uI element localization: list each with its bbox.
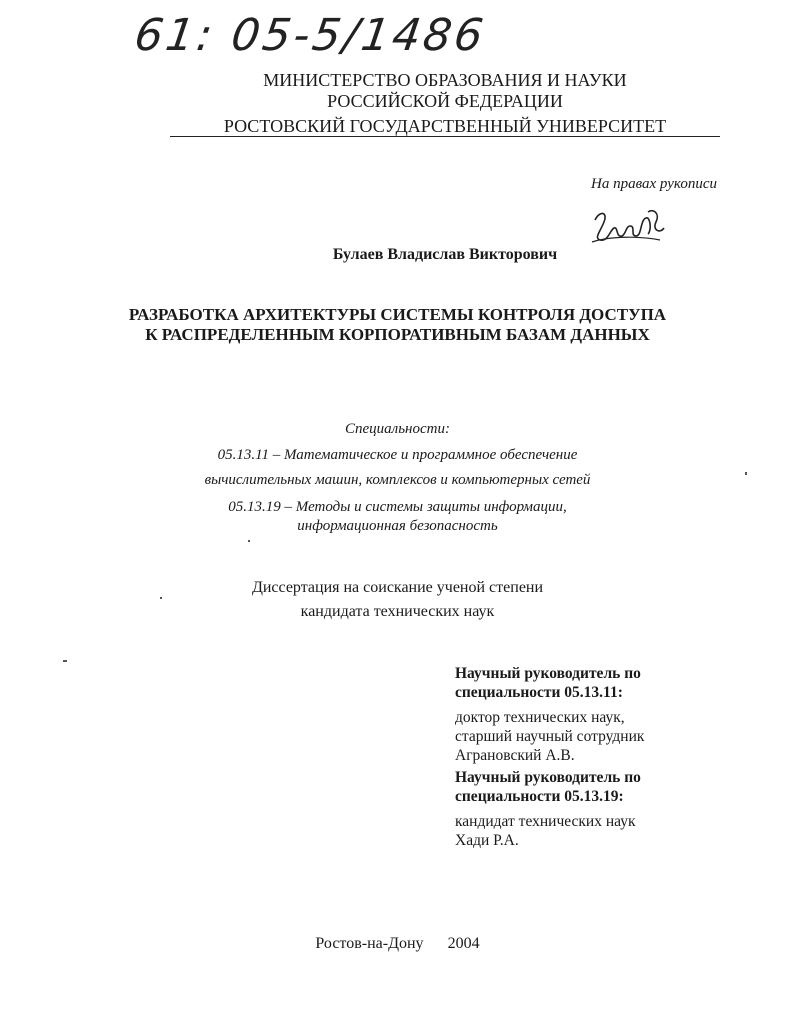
scan-speck <box>63 660 67 662</box>
archive-number: 61: 05-5/1486 <box>131 10 490 61</box>
author-signature <box>590 200 670 250</box>
specialty-line-4: информационная безопасность <box>297 518 498 534</box>
scan-speck <box>745 472 747 475</box>
dissertation-line-1: Диссертация на соискание ученой степени <box>251 579 544 596</box>
advisor-1-heading-2: специальности 05.13.11: <box>455 684 623 701</box>
specialty-line-2: вычислительных машин, комплексов и компьютерных сетей <box>204 472 591 488</box>
ministry-line-2: РОССИЙСКОЙ ФЕДЕРАЦИИ <box>327 91 563 111</box>
city: Ростов-на-Дону <box>315 935 424 952</box>
advisor-1 <box>455 664 755 765</box>
specialties-heading: Специальности: <box>345 421 450 437</box>
scan-speck <box>160 597 162 599</box>
advisor-1-detail-1: доктор технических наук, <box>455 709 625 726</box>
advisor-2-detail-1: кандидат технических наук <box>455 813 636 830</box>
dissertation-line-2: кандидата технических наук <box>300 603 495 620</box>
advisor-1-detail-2: старший научный сотрудник <box>455 728 645 745</box>
advisor-2-detail-2: Хади Р.А. <box>455 832 519 849</box>
city-year <box>0 935 795 953</box>
title-line-1: РАЗРАБОТКА АРХИТЕКТУРЫ СИСТЕМЫ КОНТРОЛЯ ДОСТУПА <box>128 305 667 324</box>
scan-speck <box>248 540 250 542</box>
specialty-line-3: 05.13.19 – Методы и системы защиты информации, <box>228 499 567 515</box>
manuscript-rights: На правах рукописи <box>591 176 717 192</box>
dissertation-title <box>0 305 795 345</box>
header-rule <box>170 136 720 137</box>
university-name: РОСТОВСКИЙ ГОСУДАРСТВЕННЫЙ УНИВЕРСИТЕТ <box>223 116 667 136</box>
specialty-line-1: 05.13.11 – Математическое и программное обеспечение <box>217 447 578 463</box>
advisor-2-heading-2: специальности 05.13.19: <box>455 788 624 805</box>
advisor-1-detail-3: Аграновский А.В. <box>455 747 575 764</box>
title-line-2: К РАСПРЕДЕЛЕННЫМ КОРПОРАТИВНЫМ БАЗАМ ДАННЫХ <box>145 325 650 344</box>
advisor-2-heading-1: Научный руководитель по <box>455 769 641 786</box>
author-name: Булаев Владислав Викторович <box>332 246 558 263</box>
advisor-1-heading-1: Научный руководитель по <box>455 665 641 682</box>
year: 2004 <box>447 935 480 952</box>
ministry-line-1: МИНИСТЕРСТВО ОБРАЗОВАНИЯ И НАУКИ <box>263 70 627 90</box>
advisor-2 <box>455 768 755 850</box>
